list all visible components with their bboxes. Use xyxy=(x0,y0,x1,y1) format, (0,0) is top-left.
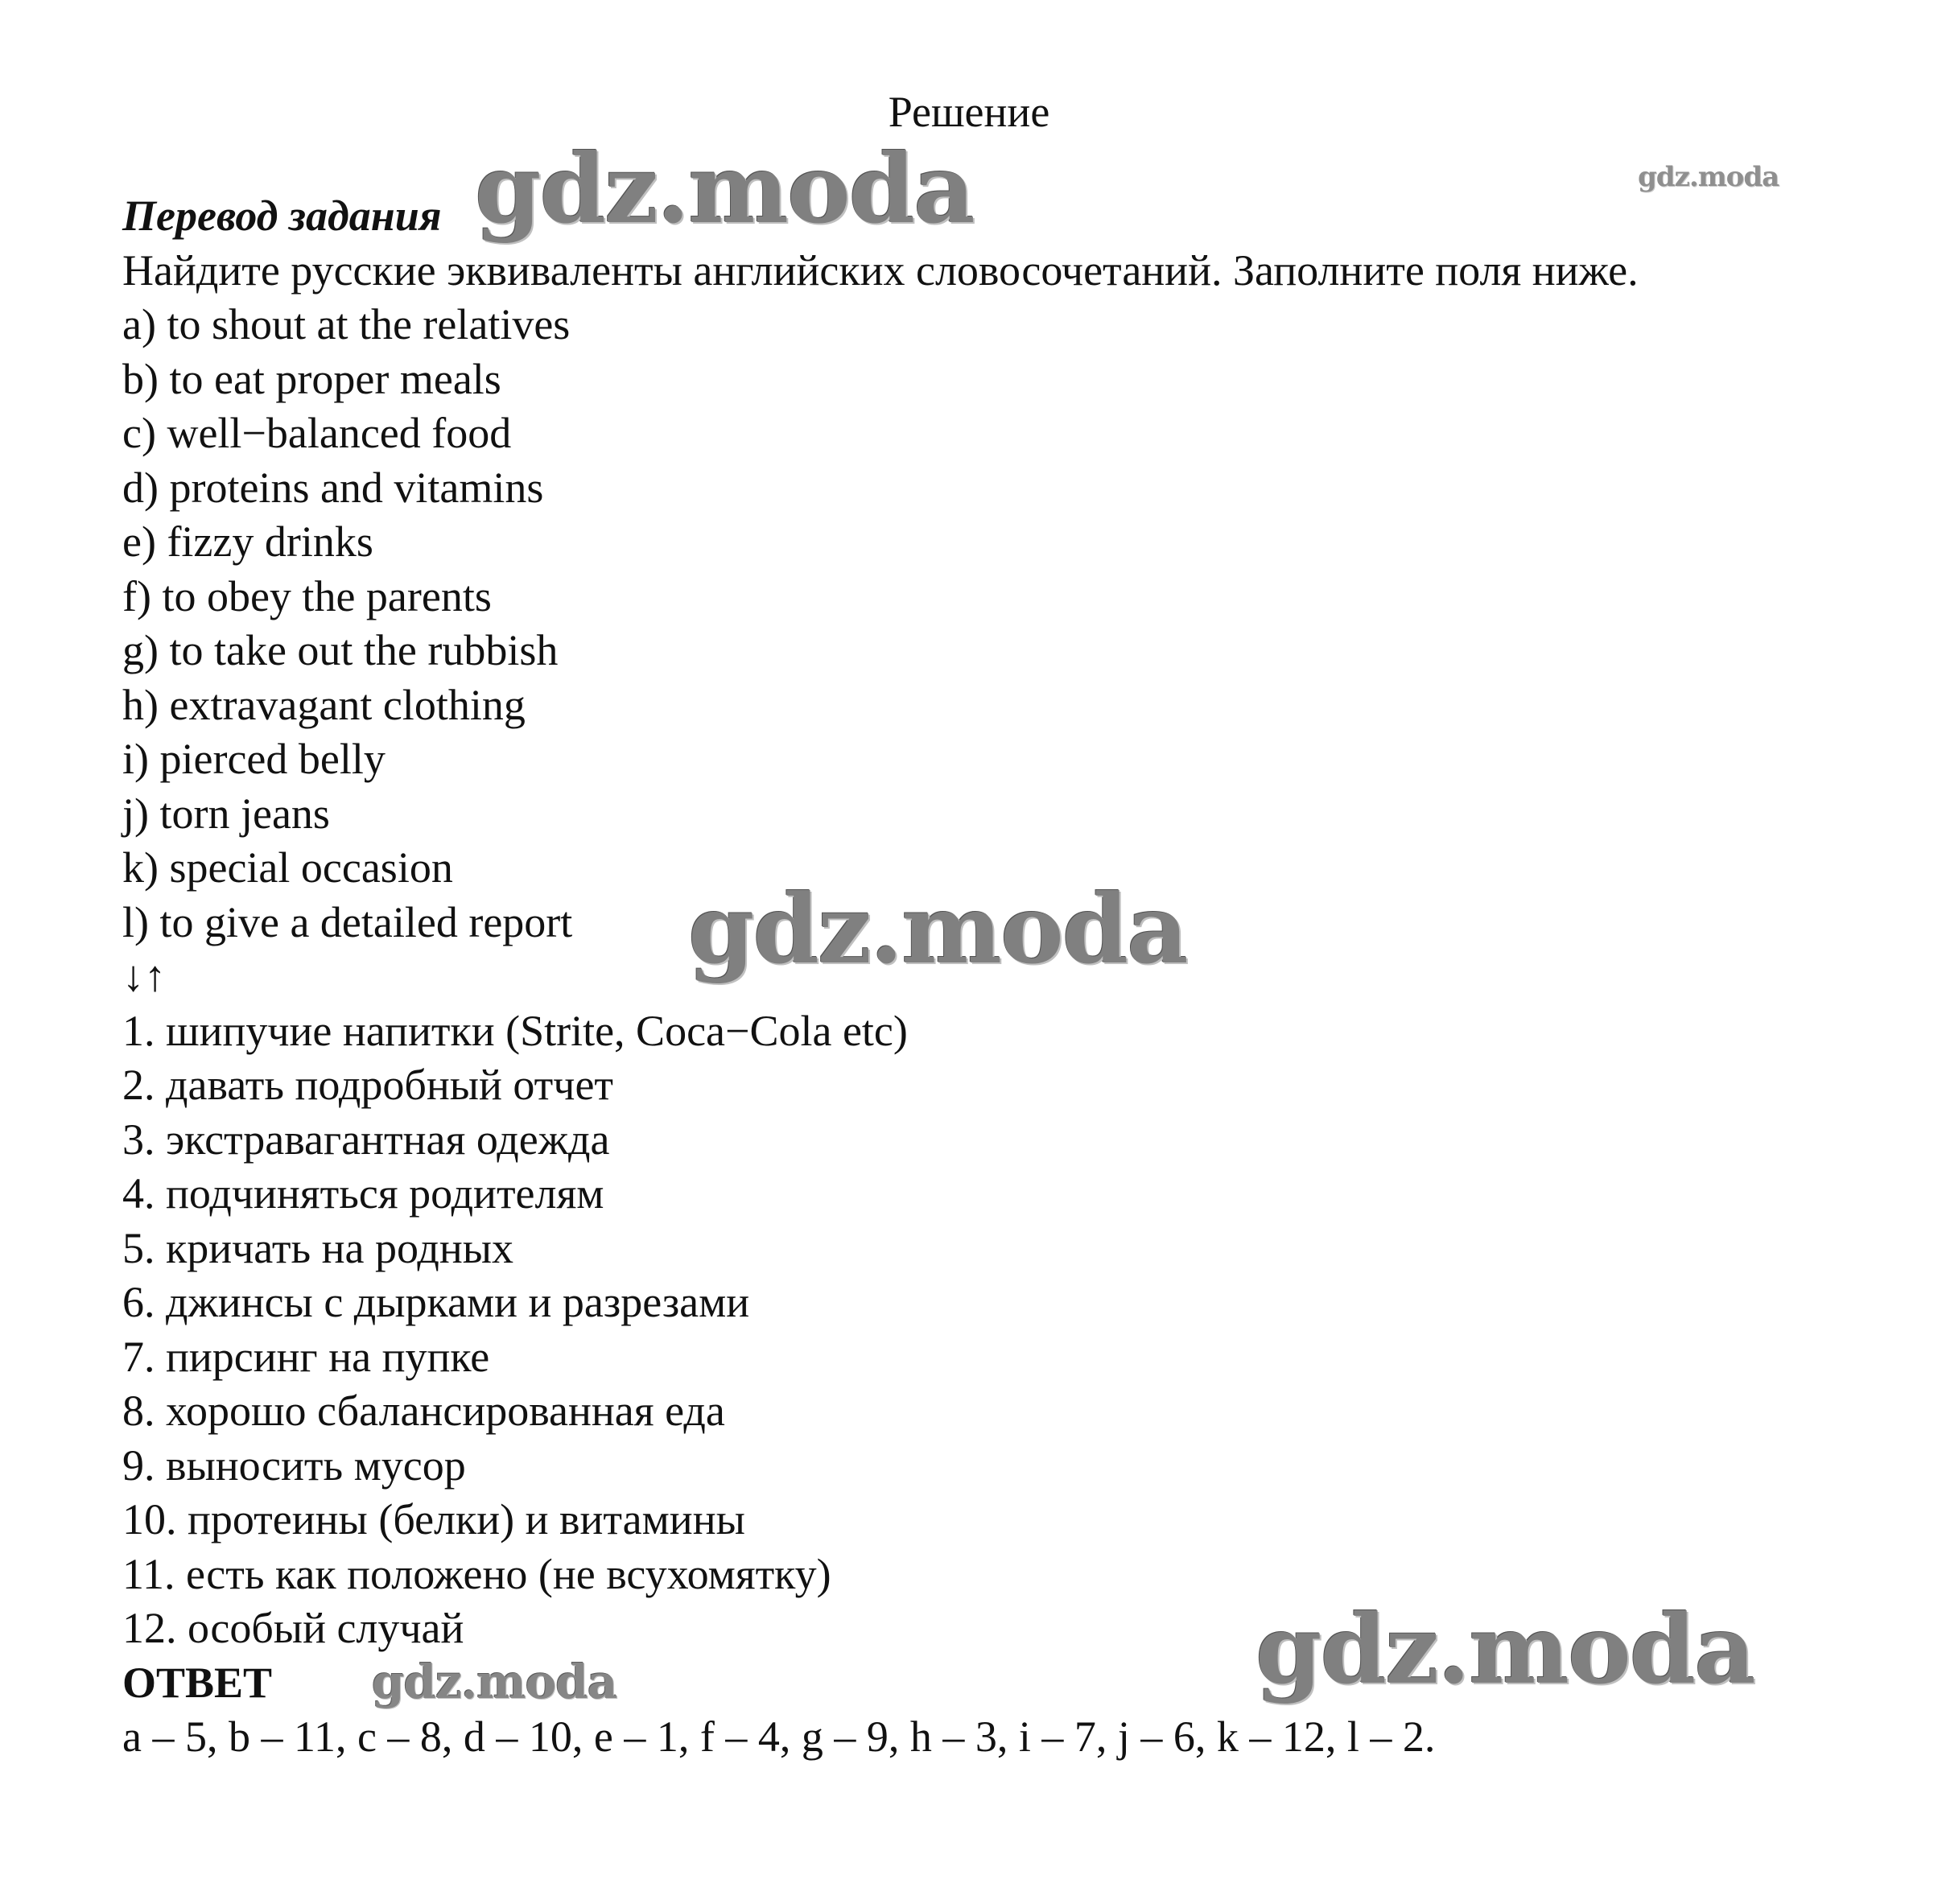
russian-phrase-1: 1. шипучие напитки (Strite, Coca−Cola etc) xyxy=(122,1006,908,1055)
russian-phrase-11: 11. есть как положено (не всухомятку) xyxy=(122,1549,831,1598)
english-phrase-f: f) to obey the parents xyxy=(122,571,492,620)
match-arrows: ↓↑ xyxy=(122,952,166,1000)
english-phrase-c: c) well−balanced food xyxy=(122,409,512,457)
english-phrase-list xyxy=(122,298,1893,950)
russian-phrase-12: 12. особый случай xyxy=(122,1604,464,1652)
english-phrase-g: g) to take out the rubbish xyxy=(122,626,559,674)
answer-label: ОТВЕТ xyxy=(122,1658,273,1707)
page-heading: Решение xyxy=(888,88,1050,136)
russian-phrase-list xyxy=(122,1004,1893,1656)
russian-phrase-2: 2. давать подробный отчет xyxy=(122,1061,614,1109)
watermark-logo: gdz.moda xyxy=(475,133,974,245)
answer-text: a – 5, b – 11, c – 8, d – 10, e – 1, f – 4, g – 9, h – 3, i – 7, j – 6, k – 12, l – 2. xyxy=(122,1712,1436,1761)
english-phrase-b: b) to eat proper meals xyxy=(122,354,501,403)
english-phrase-h: h) extravagant clothing xyxy=(122,680,526,729)
english-phrase-e: e) fizzy drinks xyxy=(122,517,373,566)
russian-phrase-6: 6. джинсы с дырками и разрезами xyxy=(122,1278,750,1326)
russian-phrase-7: 7. пирсинг на пупке xyxy=(122,1332,490,1381)
english-phrase-l: l) to give a detailed report xyxy=(122,897,573,946)
russian-phrase-4: 4. подчиняться родителям xyxy=(122,1169,604,1218)
english-phrase-k: k) special occasion xyxy=(122,843,453,892)
watermark-logo: gdz.moda xyxy=(372,1655,617,1709)
russian-phrase-8: 8. хорошо сбалансированная еда xyxy=(122,1387,725,1435)
russian-phrase-10: 10. протеины (белки) и витамины xyxy=(122,1495,745,1543)
russian-phrase-5: 5. кричать на родных xyxy=(122,1223,514,1272)
watermark-logo: gdz.moda xyxy=(1638,161,1779,193)
task-label: Перевод задания xyxy=(122,192,442,240)
english-phrase-d: d) proteins and vitamins xyxy=(122,463,544,512)
russian-phrase-9: 9. выносить мусор xyxy=(122,1440,466,1490)
english-phrase-a: a) to shout at the relatives xyxy=(122,300,571,348)
russian-phrase-3: 3. экстравагантная одежда xyxy=(122,1115,610,1164)
task-instruction: Найдите русские эквиваленты английских словосочетаний. Заполните поля ниже. xyxy=(122,245,1639,295)
english-phrase-i: i) pierced belly xyxy=(122,735,386,783)
english-phrase-j: j) torn jeans xyxy=(122,789,330,838)
watermark-logo: gdz.moda xyxy=(1256,1593,1755,1705)
watermark-logo: gdz.moda xyxy=(688,873,1187,985)
